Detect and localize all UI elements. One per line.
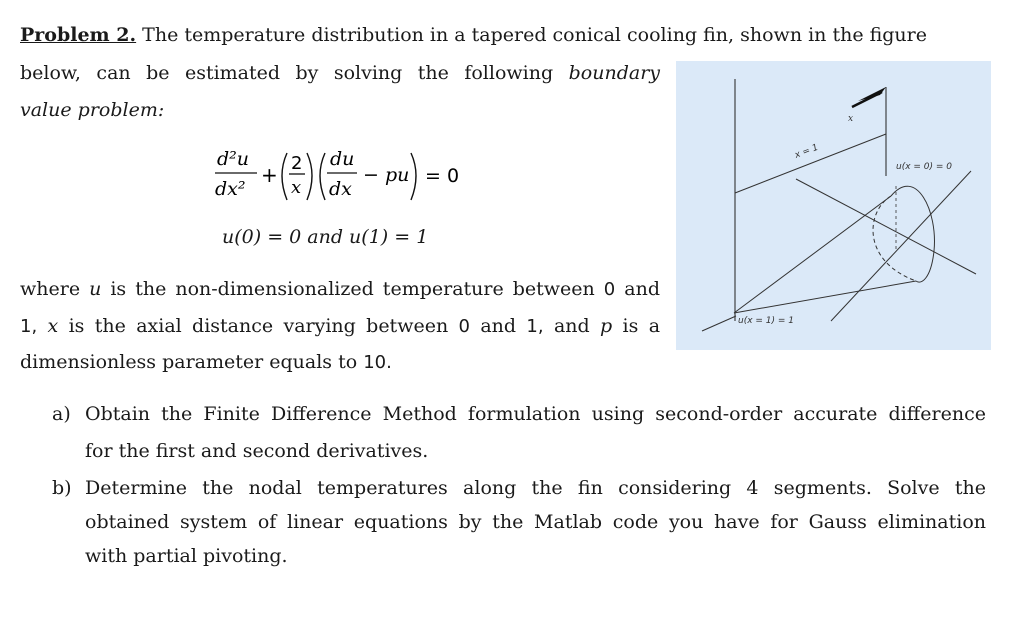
eq-den1: dx² xyxy=(215,178,246,200)
intro-line-3 xyxy=(20,98,660,122)
label-u-x1: u(x = 1) = 1 xyxy=(738,316,795,326)
cross-line-1 xyxy=(796,179,976,274)
desc-text-3: dimensionless parameter equals to xyxy=(20,351,358,373)
item-a-label: a) xyxy=(52,403,71,425)
list-item-b xyxy=(0,476,1024,576)
eq-paren-open-2 xyxy=(320,153,325,200)
equation-graphic xyxy=(215,148,475,208)
conical-fin-figure xyxy=(676,61,991,350)
intro-em-bvp: value problem: xyxy=(20,99,165,121)
desc-and-p: and xyxy=(553,315,590,337)
desc-and-2: and xyxy=(480,315,517,337)
label-x: x xyxy=(848,114,854,124)
eq-equals-zero: = 0 xyxy=(425,165,460,187)
cone-base-arc-solid xyxy=(891,186,934,282)
label-x-equals-1: x = 1 xyxy=(793,142,820,161)
desc-line-1 xyxy=(20,277,660,302)
x-dimension-line xyxy=(735,134,886,193)
eq-frac2-den: x xyxy=(291,177,302,198)
desc-one: 1, xyxy=(20,316,38,337)
intro-text-1: The temperature distribution in a tapered conical cooling fin, shown in the figure xyxy=(142,24,927,46)
eq-frac2-num: 2 xyxy=(291,153,303,174)
eq-paren-close-2 xyxy=(411,153,416,200)
desc-line-2 xyxy=(20,314,660,339)
boundary-conditions xyxy=(222,225,428,249)
desc-one-2: 1, xyxy=(526,316,544,337)
desc-text-1c: and xyxy=(624,278,660,300)
eq-paren-open-1 xyxy=(282,153,287,200)
intro-em-boundary: boundary xyxy=(568,62,661,84)
desc-zero-2: 0 xyxy=(458,316,470,337)
desc-is-a: is a xyxy=(622,315,661,337)
eq-plus: + xyxy=(261,163,278,187)
cone-upper-edge xyxy=(734,196,891,313)
desc-var-x: x xyxy=(47,315,59,337)
eq-frac3-den: dx xyxy=(329,178,352,200)
eq-num1: d²u xyxy=(217,148,250,170)
item-b-line-3: with partial pivoting. xyxy=(85,545,288,567)
cone-lower-edge xyxy=(734,281,916,313)
eq-minus-pu: − pu xyxy=(363,164,410,186)
desc-line-3 xyxy=(20,350,660,375)
item-b-line-2: obtained system of linear equations by the Matlab code you have for Gauss elimination xyxy=(85,511,986,533)
fin-diagram xyxy=(676,61,991,350)
cross-line-2 xyxy=(831,171,971,321)
desc-var-u: u xyxy=(89,278,102,300)
problem-label: Problem 2. xyxy=(20,24,137,46)
item-b-label: b) xyxy=(52,477,72,499)
item-b-line-1: Determine the nodal temperatures along the fin considering 4 segments. Solve the xyxy=(85,477,986,499)
intro-line-2 xyxy=(20,61,660,85)
label-u-x0: u(x = 0) = 0 xyxy=(896,162,953,172)
intro-text-2: below, can be estimated by solving the following xyxy=(20,62,554,84)
eq-frac3-num: du xyxy=(330,148,355,170)
intro-line-1 xyxy=(20,23,986,47)
item-a-line-1: Obtain the Finite Difference Method formulation using second-order accurate difference xyxy=(85,403,986,425)
list-item-a xyxy=(0,402,1024,462)
desc-value-10: 10. xyxy=(363,352,392,373)
desc-text-1a: where xyxy=(20,278,81,300)
u1-pointer-line xyxy=(702,316,736,331)
differential-equation xyxy=(215,148,475,208)
x-arrow-shaft xyxy=(852,92,882,107)
desc-text-1b: is the non-dimensionalized temperature between xyxy=(110,278,595,300)
desc-text-2b: is the axial distance varying between xyxy=(68,315,449,337)
item-a-line-2: for the first and second derivatives. xyxy=(85,440,429,462)
desc-var-p: p xyxy=(600,315,613,337)
boundary-text: u(0) = 0 and u(1) = 1 xyxy=(222,226,429,248)
eq-paren-close-1 xyxy=(307,153,312,200)
x-arrow-head xyxy=(858,87,886,101)
desc-zero: 0 xyxy=(603,279,616,300)
